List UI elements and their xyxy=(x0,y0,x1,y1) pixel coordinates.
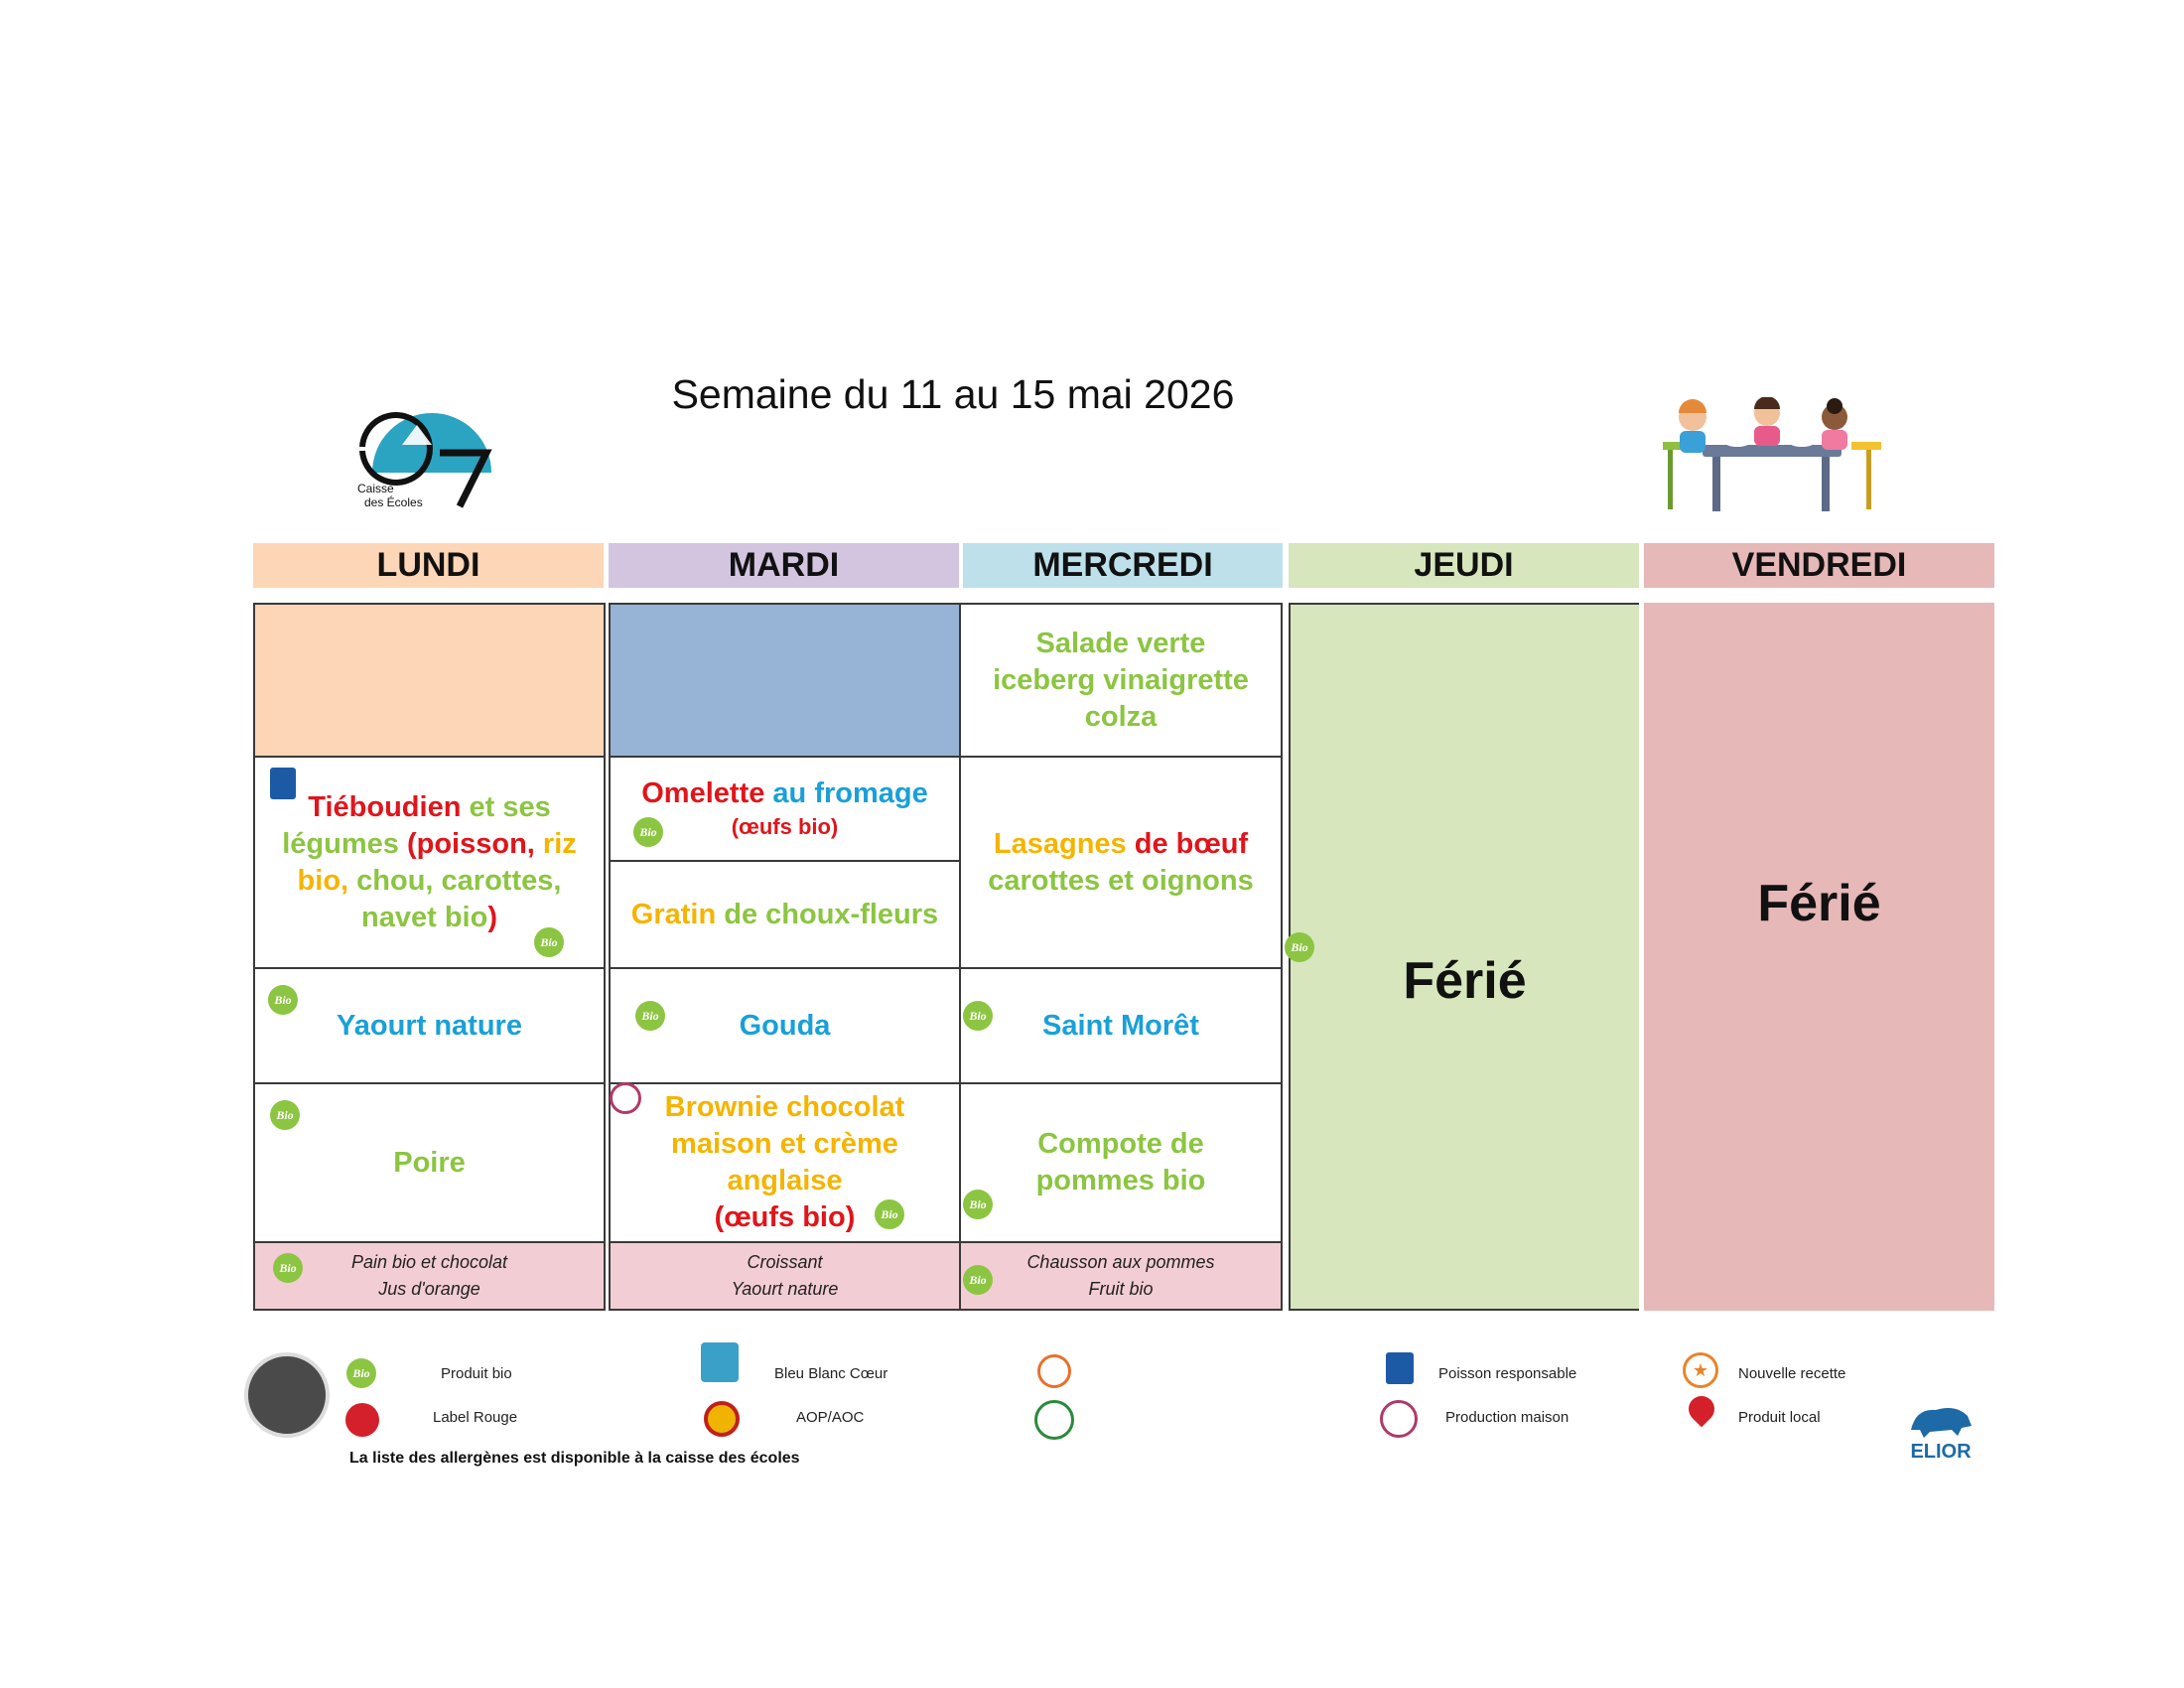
vergers-icon xyxy=(1037,1354,1071,1388)
lundi-plat-a: Tiéboudien xyxy=(308,790,462,823)
mardi-laitage: Gouda xyxy=(609,967,961,1084)
mardi-dessert-2: (œufs bio) xyxy=(714,1201,856,1233)
mardi-plat-a: Omelette xyxy=(641,777,765,809)
lundi-plat-e: chou, carottes, navet bio xyxy=(356,864,562,933)
legend-label-rouge: Label Rouge xyxy=(433,1409,518,1426)
mardi-garniture-a: Gratin xyxy=(630,898,717,930)
jeudi-ferie xyxy=(1289,603,1639,1311)
label-rouge-icon xyxy=(345,1403,379,1437)
legend-poisson: Poisson responsable xyxy=(1438,1365,1577,1382)
vege-icon xyxy=(1034,1400,1074,1440)
mercredi-gouter xyxy=(959,1241,1283,1311)
mercredi-laitage: Saint Morêt xyxy=(959,967,1283,1084)
vendredi-label: Férié xyxy=(1757,875,1881,932)
nouvelle-recette-icon: ★ xyxy=(1683,1352,1718,1388)
logo-line2: des Écoles xyxy=(364,495,423,509)
bio-icon: Bio xyxy=(534,927,564,957)
day-header-lundi: LUNDI xyxy=(253,543,604,588)
lundi-dessert: Poire xyxy=(253,1082,606,1243)
lundi-plat-c: (poisson, xyxy=(406,827,543,860)
mardi-plat-c: fromage xyxy=(814,777,928,809)
lundi-gouter xyxy=(253,1241,606,1311)
mardi-plat xyxy=(609,756,961,862)
day-header-mercredi: MERCREDI xyxy=(963,543,1283,588)
day-header-vendredi: VENDREDI xyxy=(1644,543,1994,588)
bio-icon: Bio xyxy=(268,985,298,1015)
lundi-laitage: Yaourt nature xyxy=(253,967,606,1084)
bio-icon: Bio xyxy=(963,1190,993,1219)
vendredi-ferie xyxy=(1644,603,1994,1311)
mercredi-plat-c: carottes et oignons xyxy=(988,864,1254,897)
elior-logo xyxy=(1906,1400,1976,1470)
production-maison-icon xyxy=(610,1082,641,1114)
bio-icon: Bio xyxy=(875,1199,904,1229)
elior-text: ELIOR xyxy=(1910,1441,1972,1463)
mercredi-dessert: Compote de pommes bio xyxy=(959,1082,1283,1243)
lundi-entree xyxy=(253,603,606,758)
bio-icon: Bio xyxy=(963,1001,993,1031)
lundi-gouter-1: Pain bio et chocolat xyxy=(350,1252,508,1272)
legend-maison: Production maison xyxy=(1445,1409,1570,1426)
mardi-garniture-b: de choux-fleurs xyxy=(716,898,939,930)
bio-icon: Bio xyxy=(1285,932,1314,962)
mardi-plat-b: au xyxy=(764,777,815,809)
mardi-dessert xyxy=(609,1082,961,1243)
bio-icon: Bio xyxy=(270,1100,300,1130)
production-maison-icon xyxy=(1380,1400,1418,1438)
mardi-gouter xyxy=(609,1241,961,1311)
mardi-garniture xyxy=(609,860,961,969)
lundi-plat-b: et ses légumes xyxy=(282,790,551,860)
produit-local-icon xyxy=(1684,1391,1720,1428)
legend-nouvelle: Nouvelle recette xyxy=(1738,1365,1846,1382)
mercredi-gouter-2: Fruit bio xyxy=(1088,1279,1154,1299)
legend-aop: AOP/AOC xyxy=(796,1409,865,1426)
poisson-responsable-icon xyxy=(1386,1352,1414,1384)
legend-bio: Produit bio xyxy=(441,1365,512,1382)
legend-local: Produit local xyxy=(1738,1409,1821,1426)
day-header-jeudi: JEUDI xyxy=(1289,543,1639,588)
mardi-dessert-1: Brownie chocolat maison et crème anglaise xyxy=(664,1091,905,1196)
mercredi-plat xyxy=(959,756,1283,969)
page-title: Semaine du 11 au 15 mai 2026 xyxy=(671,371,1235,417)
day-header-mardi: MARDI xyxy=(609,543,959,588)
mercredi-entree: Salade verte iceberg vinaigrette colza xyxy=(959,603,1283,758)
bio-icon: Bio xyxy=(346,1358,376,1388)
caisse-des-ecoles-logo xyxy=(342,395,501,512)
lundi-gouter-2: Jus d'orange xyxy=(378,1279,480,1299)
bio-icon: Bio xyxy=(635,1001,665,1031)
allergenes-note: La liste des allergènes est disponible à la caisse des écoles xyxy=(349,1450,800,1467)
mercredi-gouter-1: Chausson aux pommes xyxy=(1026,1252,1215,1272)
legend-bleu-blanc-coeur: Bleu Blanc Cœur xyxy=(774,1365,888,1382)
bleu-blanc-coeur-icon xyxy=(701,1342,739,1382)
mercredi-plat-b: de bœuf xyxy=(1126,827,1249,860)
poisson-responsable-icon xyxy=(270,768,296,799)
mardi-gouter-2: Yaourt nature xyxy=(731,1279,839,1299)
kids-eating-illustration xyxy=(1658,397,1881,516)
mercredi-plat-a: Lasagnes xyxy=(993,827,1127,860)
mardi-entree xyxy=(609,603,961,758)
jeudi-label: Férié xyxy=(1403,952,1527,1010)
lundi-plat-f: ) xyxy=(487,901,497,933)
lundi-plat-d: riz bio, xyxy=(297,827,577,897)
du-local-logo xyxy=(244,1352,330,1438)
bio-icon: Bio xyxy=(273,1253,303,1283)
mardi-gouter-1: Croissant xyxy=(747,1252,823,1272)
bio-icon: Bio xyxy=(963,1265,993,1295)
mardi-plat-note: (œufs bio) xyxy=(731,814,839,839)
aop-icon xyxy=(704,1401,740,1437)
logo-line1: Caisse xyxy=(357,482,394,495)
bio-icon: Bio xyxy=(633,817,663,847)
